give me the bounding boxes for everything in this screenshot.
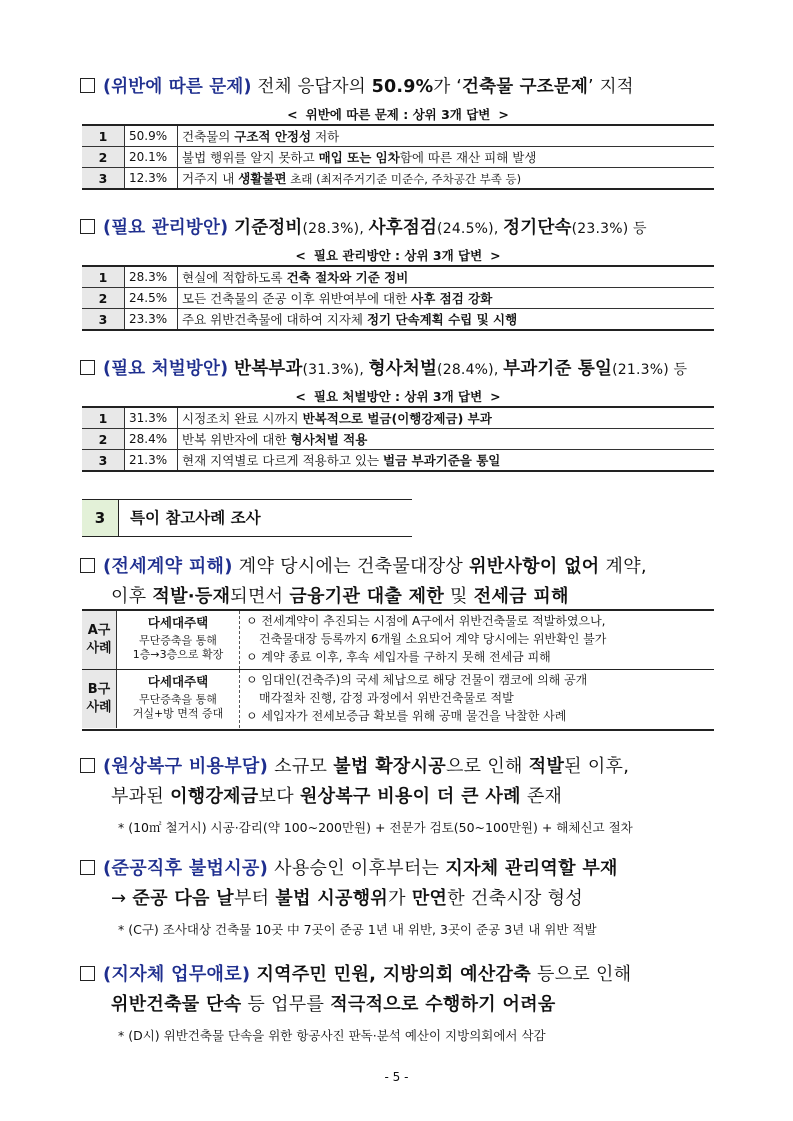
local-line-1: (지자체 업무애로) 지역주민 민원, 지방의회 예산감축 등으로 인해 [80, 960, 631, 986]
checkbox-square-icon [80, 860, 95, 875]
checkbox-square-icon [80, 360, 95, 375]
case-building: 다세대주택 무단증축을 통해 1층→3층으로 확장 [117, 611, 240, 669]
checkbox-square-icon [80, 558, 95, 573]
table-row: 3 21.3% 현재 지역별로 다르게 적용하고 있는 벌금 부과기준을 통일 [82, 450, 714, 472]
lease-line-1: (전세계약 피해) 계약 당시에는 건축물대장상 위반사항이 없어 계약, [80, 552, 647, 578]
restore-line-2: 부과된 이행강제금보다 원상복구 비용이 더 큰 사례 존재 [111, 786, 563, 807]
table-row: 3 12.3% 거주지 내 생활불편 초래 (최저주거기준 미준수, 주차공간 부족 등) [82, 168, 714, 190]
restore-note: * (10㎡ 철거시) 시공·감리(약 100~200만원) + 전문가 검토(50~100만원) + 해체신고 절차 [118, 820, 633, 835]
punish-subtitle: < 필요 처벌방안 : 상위 3개 답변 > [295, 389, 501, 404]
case-label: A구 사례 [82, 611, 117, 669]
postcomp-line-2: → 준공 다음 날부터 불법 시공행위가 만연한 건축시장 형성 [111, 888, 584, 909]
case-description: ㅇ 전세계약이 추진되는 시점에 A구에서 위반건축물로 적발하였으나, 건축물대장 등록까지 6개월 소요되어 계약 당시에는 위반확인 불가 ㅇ 계약 종료 이후, 후속 세입자를 구하지 못해 전세금 피해 [246, 614, 607, 664]
table-row: 1 28.3% 현실에 적합하도록 건축 절차와 기준 정비 [82, 266, 714, 288]
case-row-a [82, 611, 714, 670]
postcomp-line-1: (준공직후 불법시공) 사용승인 이후부터는 지자체 관리역할 부재 [80, 854, 618, 880]
problem-table [82, 124, 714, 190]
checkbox-square-icon [80, 219, 95, 234]
case-label: B구 사례 [82, 670, 117, 728]
table-row: 2 28.4% 반복 위반자에 대한 형사처벌 적용 [82, 429, 714, 450]
problem-heading: (위반에 따른 문제) 전체 응답자의 50.9%가 ‘건축물 구조문제’ 지적 [80, 73, 634, 98]
problem-subtitle: < 위반에 따른 문제 : 상위 3개 답변 > [287, 107, 509, 122]
case-table [82, 609, 714, 731]
local-line-2: 위반건축물 단속 등 업무를 적극적으로 수행하기 어려움 [111, 994, 556, 1015]
checkbox-square-icon [80, 758, 95, 773]
page-number: - 5 - [384, 1070, 409, 1084]
table-row: 3 23.3% 주요 위반건축물에 대하여 지자체 정기 단속계획 수립 및 시행 [82, 309, 714, 331]
table-row: 1 31.3% 시정조치 완료 시까지 반복적으로 벌금(이행강제금) 부과 [82, 407, 714, 429]
lease-line-2: 이후 적발·등재되면서 금융기관 대출 제한 및 전세금 피해 [111, 586, 569, 607]
section-number: 3 [82, 500, 119, 536]
punish-table [82, 406, 714, 472]
manage-heading: (필요 관리방안) 기준정비(28.3%), 사후점검(24.5%), 정기단속(23.3%) 등 [80, 214, 647, 239]
checkbox-square-icon [80, 966, 95, 981]
section-3-header [82, 499, 412, 537]
postcomp-note: * (C구) 조사대상 건축물 10곳 中 7곳이 준공 1년 내 위반, 3곳이 준공 3년 내 위반 적발 [118, 922, 597, 937]
restore-line-1: (원상복구 비용부담) 소규모 불법 확장시공으로 인해 적발된 이후, [80, 752, 629, 778]
local-note: * (D시) 위반건축물 단속을 위한 항공사진 판독·분석 예산이 지방의회에서 삭감 [118, 1028, 546, 1043]
section-title: 특이 참고사례 조사 [130, 509, 261, 527]
manage-subtitle: < 필요 관리방안 : 상위 3개 답변 > [295, 248, 501, 263]
table-row: 2 24.5% 모든 건축물의 준공 이후 위반여부에 대한 사후 점검 강화 [82, 288, 714, 309]
case-building: 다세대주택 무단증축을 통해 거실+방 면적 증대 [117, 670, 240, 728]
manage-table [82, 265, 714, 331]
table-row: 2 20.1% 불법 행위를 알지 못하고 매입 또는 임차함에 따른 재산 피해 발생 [82, 147, 714, 168]
case-row-b [82, 670, 714, 728]
table-row: 1 50.9% 건축물의 구조적 안정성 저하 [82, 125, 714, 147]
punish-heading: (필요 처벌방안) 반복부과(31.3%), 형사처벌(28.4%), 부과기준 통일(21.3%) 등 [80, 355, 687, 380]
case-description: ㅇ 임대인(건축주)의 국세 체납으로 해당 건물이 캠코에 의해 공개 매각절차 진행, 감정 과정에서 위반건축물로 적발 ㅇ 세입자가 전세보증금 확보를 위해 공매 물건을 낙찰한 사례 [246, 673, 588, 723]
checkbox-square-icon [80, 78, 95, 93]
